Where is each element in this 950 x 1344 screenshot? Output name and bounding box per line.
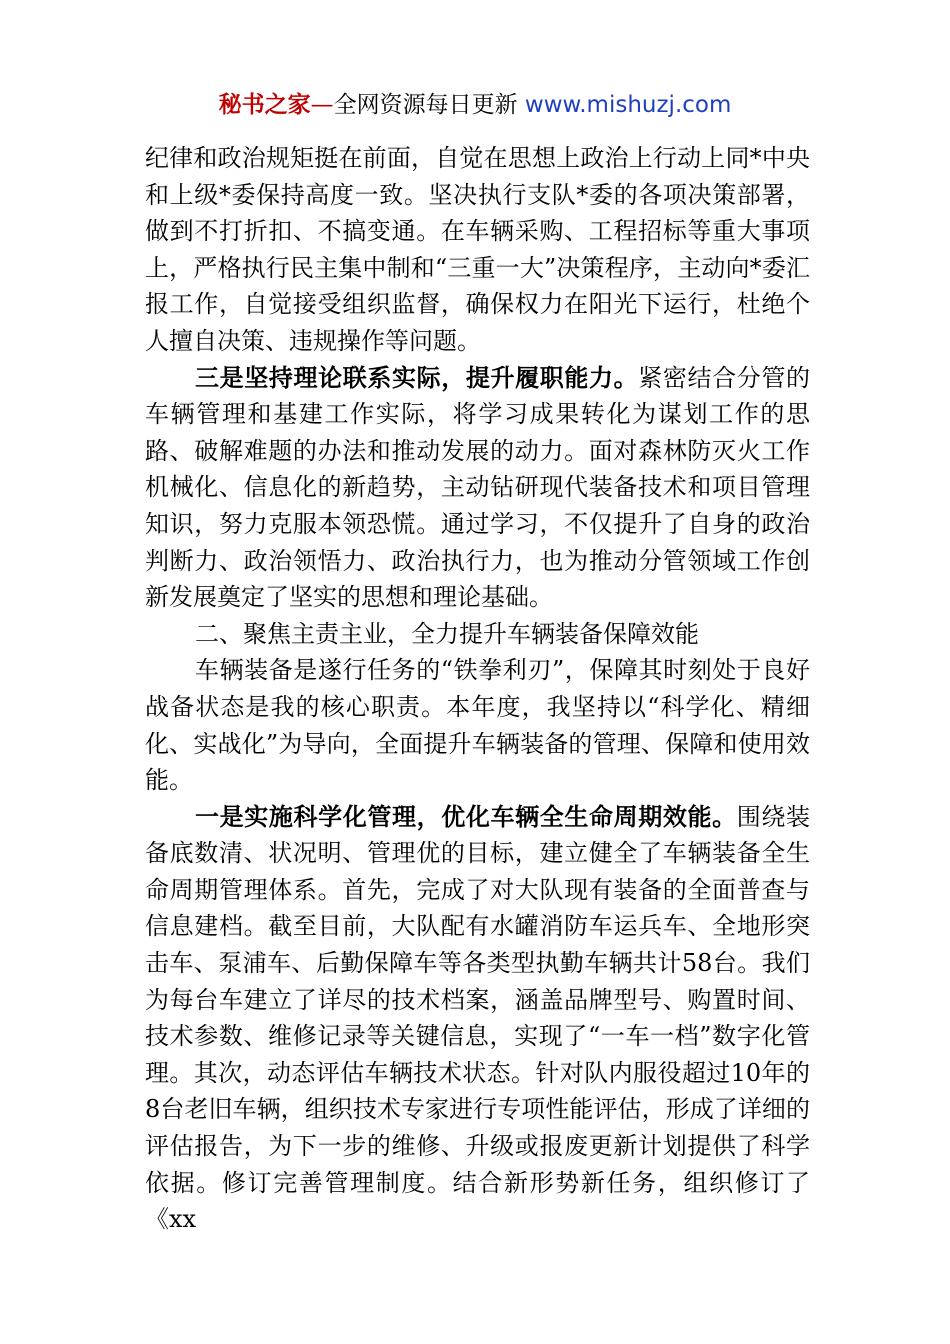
paragraph-text: 纪律和政治规矩挺在前面，自觉在思想上政治上行动上同*中央和上级*委保持高度一致。坚决执行支队*委的各项决策部署，做到不打折扣、不搞变通。在车辆采购、工程招标等重大事项上，严格执行民主集中制和“三重一大”决策程序，主动向*委汇报工作，自觉接受组织监督，确保权力在阳光下运行，杜绝个人擅自决策、违规操作等问题。 [145,144,810,355]
document-body [145,140,810,1238]
header-url[interactable]: www.mishuzj.com [524,92,732,118]
paragraph-text: 围绕装备底数清、状况明、管理优的目标，建立健全了车辆装备全生命周期管理体系。首先，完成了对大队现有装备的全面普查与信息建档。截至目前，大队配有水罐消防车运兵车、全地形突击车、泵浦车、后勤保障车等各类型执勤车辆共计58台。我们为每台车建立了详尽的技术档案，涵盖品牌型号、购置时间、技术参数、维修记录等关键信息，实现了“一车一档”数字化管理。其次，动态评估车辆技术状态。针对队内服役超过10年的8台老旧车辆，组织技术专家进行专项性能评估，形成了详细的评估报告，为下一步的维修、升级或报废更新计划提供了科学依据。修订完善管理制度。结合新形势新任务，组织修订了《xx [145,802,810,1234]
section-heading-text: 二、聚焦主责主业，全力提升车辆装备保障效能 [195,619,699,648]
paragraph [145,360,810,616]
paragraph-lead: 三是坚持理论联系实际，提升履职能力。 [195,362,639,392]
paragraph [145,799,810,1238]
header-tagline: 全网资源每日更新 [333,92,525,118]
page-header [0,88,950,122]
header-dash: — [310,92,334,118]
paragraph-text: 紧密结合分管的车辆管理和基建工作实际，将学习成果转化为谋划工作的思路、破解难题的办法和推动发展的动力。面对森林防灭火工作机械化、信息化的新趋势，主动钻研现代装备技术和项目管理知识，努力克服本领恐慌。通过学习，不仅提升了自身的政治判断力、政治领悟力、政治执行力，也为推动分管领域工作创新发展奠定了坚实的思想和理论基础。 [145,363,810,612]
paragraph [145,140,810,360]
paragraph-text: 车辆装备是遂行任务的“铁拳利刃”，保障其时刻处于良好战备状态是我的核心职责。本年度，我坚持以“科学化、精细化、实战化”为导向，全面提升车辆装备的管理、保障和使用效能。 [145,656,810,795]
paragraph [145,652,810,798]
section-heading [145,616,810,653]
header-brand: 秘书之家 [218,92,311,118]
paragraph-lead: 一是实施科学化管理，优化车辆全生命周期效能。 [195,801,737,831]
